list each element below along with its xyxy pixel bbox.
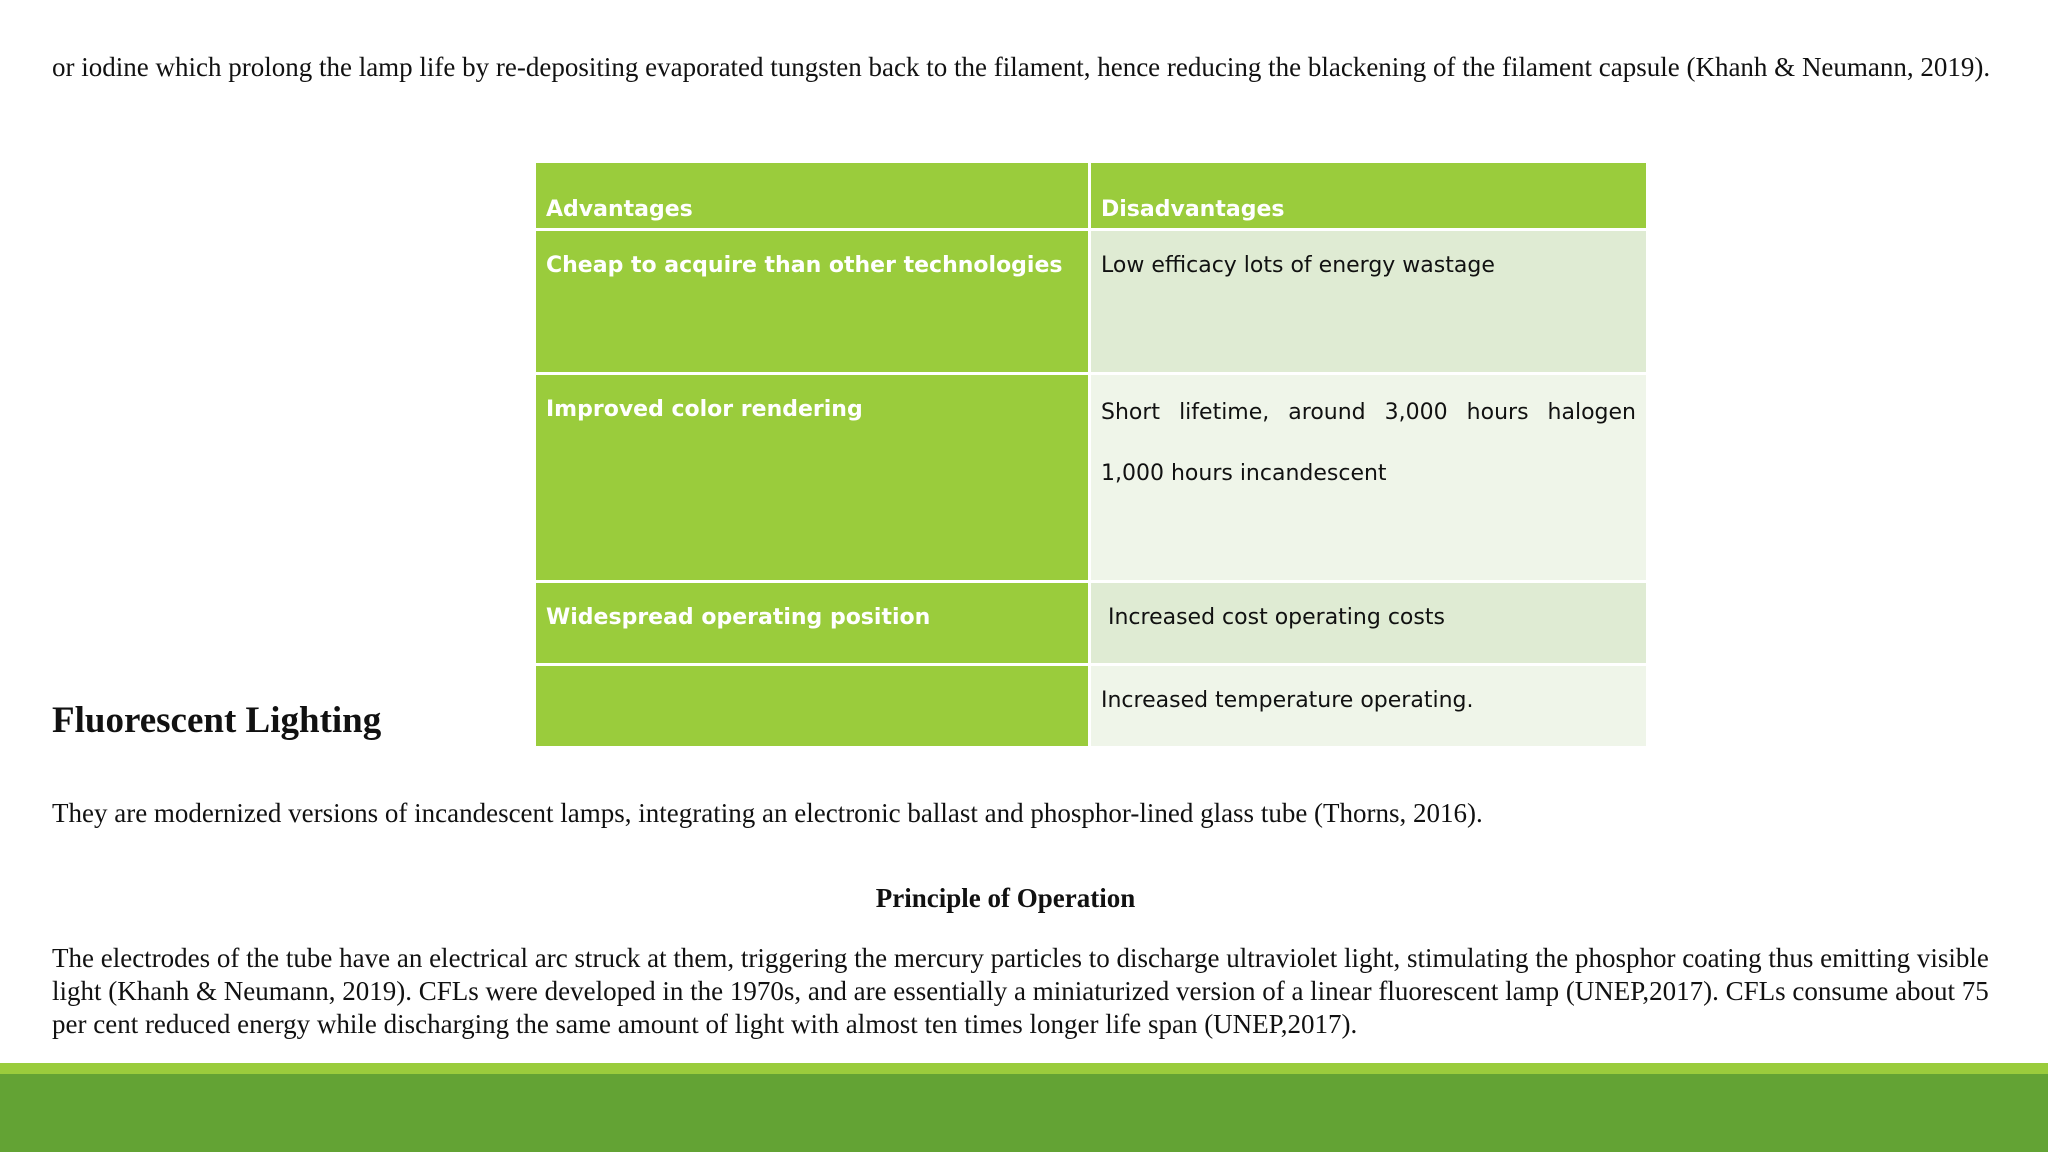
section-subheading: Principle of Operation — [875, 883, 1136, 913]
table-row — [535, 374, 1648, 582]
advantage-cell: Widespread operating position — [535, 582, 1090, 665]
section-heading: Fluorescent Lighting — [52, 700, 382, 741]
advantages-disadvantages-table — [533, 160, 1649, 749]
table-row — [535, 230, 1648, 374]
footer-accent-line — [0, 1063, 2048, 1074]
header-disadvantages: Disadvantages — [1090, 162, 1648, 230]
advantage-cell: Cheap to acquire than other technologies — [535, 230, 1090, 374]
section-description: They are modernized versions of incandescent lamps, integrating an electronic ballast and phosphor-lined glass tube (Thorns, 2016). — [52, 798, 1483, 828]
header-advantages: Advantages — [535, 162, 1090, 230]
advantage-cell: Improved color rendering — [535, 374, 1090, 582]
table-row — [535, 665, 1648, 748]
footer-band — [0, 1074, 2048, 1152]
advantage-cell — [535, 665, 1090, 748]
table-header-row — [535, 162, 1648, 230]
table-row — [535, 582, 1648, 665]
disadvantage-cell: Short lifetime, around 3,000 hours halogen 1,000 hours incandescent — [1090, 374, 1648, 582]
disadvantage-cell: Increased temperature operating. — [1090, 665, 1648, 748]
body-paragraph: The electrodes of the tube have an electrical arc struck at them, triggering the mercury particles to discharge ultraviolet light, stimulating the phosphor coating thus emitting visible light (Khanh & Neumann, 2019). CFLs were developed in the 1970s, and are essentially a miniaturized version of a linear fluorescent lamp (UNEP,2017). CFLs consume about 75 per cent reduced energy while discharging the same amount of light with almost ten times longer life span (UNEP,2017). — [52, 943, 1989, 1039]
intro-paragraph: or iodine which prolong the lamp life by re-depositing evaporated tungsten back to the filament, hence reducing the blackening of the filament capsule (Khanh & Neumann, 2019). — [52, 52, 1991, 82]
disadvantage-cell: Low efficacy lots of energy wastage — [1090, 230, 1648, 374]
disadvantage-cell: Increased cost operating costs — [1090, 582, 1648, 665]
